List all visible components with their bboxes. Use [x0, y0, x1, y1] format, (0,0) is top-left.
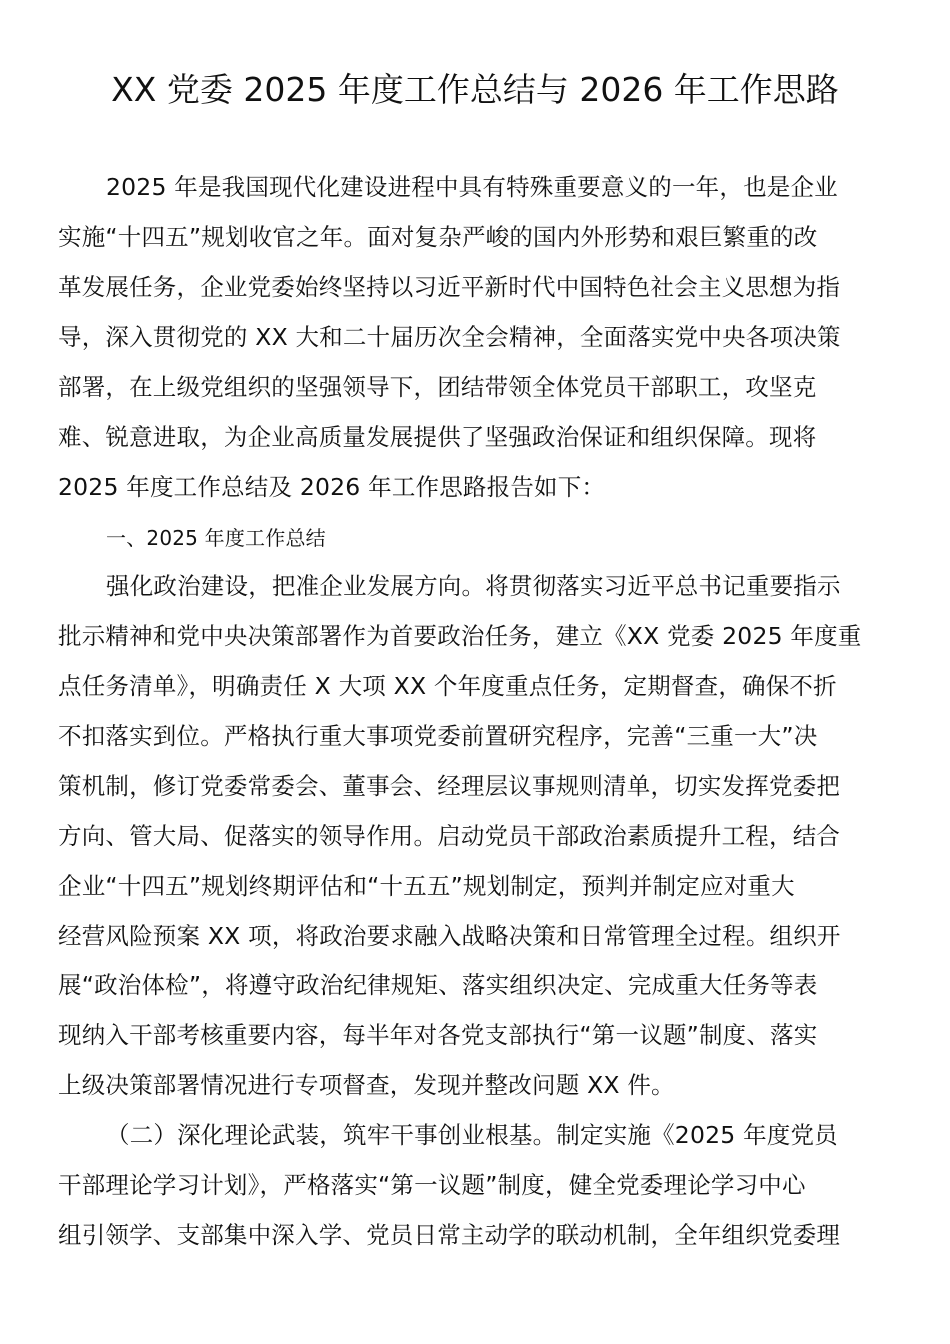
section2-line-2: 干部理论学习计划》，严格落实“第一议题”制度，健全党委理论学习中心 — [58, 1171, 806, 1199]
intro-line-2: 实施“十四五”规划收官之年。面对复杂严峻的国内外形势和艰巨繁重的改 — [58, 223, 818, 251]
section1-line-9: 展“政治体检”，将遵守政治纪律规矩、落实组织决定、完成重大任务等表 — [58, 971, 818, 999]
section1-line-5: 策机制，修订党委常委会、董事会、经理层议事规则清单，切实发挥党委把 — [58, 772, 841, 800]
intro-line-7: 2025 年度工作总结及 2026 年工作思路报告如下： — [58, 473, 606, 501]
section1-line-2: 批示精神和党中央决策部署作为首要政治任务，建立《XX 党委 2025 年度重 — [58, 622, 862, 650]
section1-line-8: 经营风险预案 XX 项，将政治要求融入战略决策和日常管理全过程。组织开 — [58, 922, 841, 950]
section1-line-3: 点任务清单》，明确责任 X 大项 XX 个年度重点任务，定期督查，确保不折 — [58, 672, 837, 700]
section1-line-1: 强化政治建设，把准企业发展方向。将贯彻落实习近平总书记重要指示 — [106, 572, 841, 600]
section1-line-10: 现纳入干部考核重要内容，每半年对各党支部执行“第一议题”制度、落实 — [58, 1021, 818, 1049]
intro-line-3: 革发展任务，企业党委始终坚持以习近平新时代中国特色社会主义思想为指 — [58, 273, 841, 301]
section1-line-11: 上级决策部署情况进行专项督查，发现并整改问题 XX 件。 — [58, 1071, 675, 1099]
intro-line-5: 部署，在上级党组织的坚强领导下，团结带领全体党员干部职工，攻坚克 — [58, 373, 817, 401]
intro-line-4: 导，深入贯彻党的 XX 大和二十届历次全会精神，全面落实党中央各项决策 — [58, 323, 841, 351]
section2-line-3: 组引领学、支部集中深入学、党员日常主动学的联动机制，全年组织党委理 — [58, 1221, 841, 1249]
section1-line-6: 方向、管大局、促落实的领导作用。启动党员干部政治素质提升工程，结合 — [58, 822, 841, 850]
intro-line-6: 难、锐意进取，为企业高质量发展提供了坚强政治保证和组织保障。现将 — [58, 423, 817, 451]
section1-line-4: 不扣落实到位。严格执行重大事项党委前置研究程序，完善“三重一大”决 — [58, 722, 818, 750]
section-heading-1: 一、2025 年度工作总结 — [106, 526, 326, 550]
section2-line-1: （二）深化理论武装，筑牢干事创业根基。制定实施《2025 年度党员 — [106, 1121, 838, 1149]
intro-line-1: 2025 年是我国现代化建设进程中具有特殊重要意义的一年，也是企业 — [106, 173, 838, 201]
section1-line-7: 企业“十四五”规划终期评估和“十五五”规划制定，预判并制定应对重大 — [58, 872, 795, 900]
document-title: XX 党委 2025 年度工作总结与 2026 年工作思路 — [111, 70, 839, 109]
